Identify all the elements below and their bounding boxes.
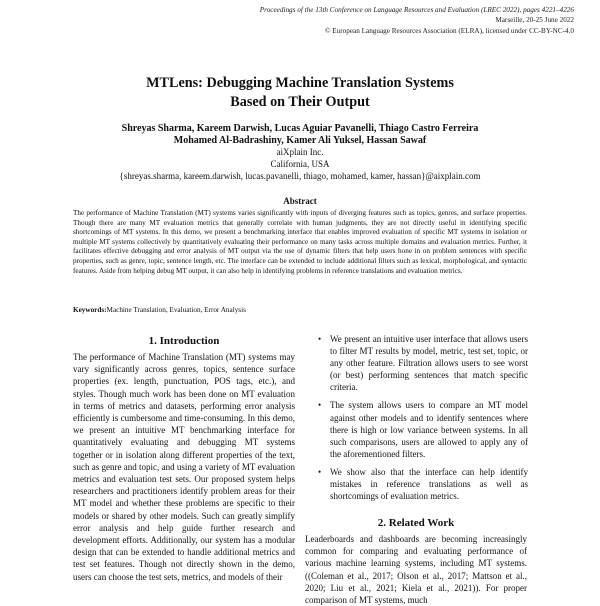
list-item-text: The system allows users to compare an MT model against other models and to identify sentences where there is high or low variance between systems. In all such comparisons, users are allowed to apply any of the aforementioned filters.: [330, 400, 528, 459]
location: California, USA: [270, 159, 330, 169]
list-item-text: We show also that the interface can help identify mistakes in reference translations as well as shortcomings of evaluation metrics.: [330, 466, 528, 502]
authors-line-2: Mohamed Al-Badrashiny, Kamer Ali Yuksel, Hassan Sawaf: [173, 135, 427, 146]
authors-line-1: Shreyas Sharma, Kareem Darwish, Lucas Aguiar Pavanelli, Thiago Castro Ferreira: [121, 123, 479, 134]
author-list: [0, 123, 600, 147]
list-item: [318, 399, 528, 459]
title-line-2: Based on Their Output: [230, 94, 370, 110]
affiliation: [0, 146, 600, 182]
bullet-icon: •: [318, 400, 322, 411]
keywords-line: [73, 306, 527, 316]
list-item: [318, 466, 528, 502]
list-item-text: We present an intuitive user interface that allows users to filter MT results by model, metric, test set, topic, or any other feature. Filtration allows users to see worst (or best) performing sentences that match specific criteria.: [330, 334, 528, 393]
venue-line: Marseille, 20-25 June 2022: [495, 16, 574, 25]
author-emails: {shreyas.sharma, kareem.darwish, lucas.pavanelli, thiago, mohamed, kamer, hassan}@aixplain.com: [119, 171, 481, 181]
keywords-text: Machine Translation, Evaluation, Error Analysis: [106, 306, 246, 314]
organization: aiXplain Inc.: [276, 147, 324, 157]
paper-title: [0, 74, 600, 112]
related-work-body: Leaderboards and dashboards are becoming increasingly common for comparing and evaluating performance of various machine learning systems, including MT systems. ((Coleman et al., 2017; Olson et al., 2017; Mattson et al., 2020; Liu et al., 2021; Kiela et al., 2021)). For proper comparison of MT systems, much: [305, 534, 527, 606]
license-line: © European Language Resources Association (ELRA), licensed under CC-BY-NC-4.0: [325, 26, 574, 35]
title-line-1: MTLens: Debugging Machine Translation Systems: [146, 75, 454, 91]
proceedings-line: Proceedings of the 13th Conference on Language Resources and Evaluation (LREC 2022), pages 4221–4226: [259, 6, 574, 14]
abstract-body: The performance of Machine Translation (MT) systems varies significantly with inputs of diverging features such as topics, genres, and surface properties. Though there are many MT evaluation metrics that generally correlate with human judgments, they are not directly useful in identifying specific shortcomings of MT systems. In this demo, we present a benchmarking interface that enables improved evaluation of specific MT systems in isolation or multiple MT systems collectively by quantitatively evaluating their performance on many tasks across multiple domains and evaluation metrics. Further, it facilitates effective debugging and error analysis of MT output via the use of dynamic filters that help users hone in on problem sentences with specific properties, such as genre, topic, sentence length, etc. The interface can be extended to include additional filters such as lexical, morphological, and syntactic features. Aside from helping debug MT output, it can also help in identifying problems in reference translations and evaluation metrics.: [73, 209, 527, 275]
list-item: [318, 333, 528, 393]
introduction-body: The performance of Machine Translation (MT) systems may vary significantly across genres, topics, sentence surface properties (ex. length, punctuation, POS tags, etc.), and styles. Though much work has been done on MT evaluation in terms of metrics and datasets, performing error analysis efficiently is cumbersome and time-consuming. In this demo, we present an intuitive MT benchmarking interface for quantitatively evaluating and debugging MT systems together or in isolation along different properties of the text, such as genre and topic, and using a variety of MT evaluation metrics and evaluation test sets. Our proposed system helps researchers and practitioners identify problem areas for their MT model and whether these problems are specific to their models or shared by other models. Such can greatly simplify error analysis and help guide further research and development efforts. Additionally, our system has a modular design that can be extended to handle additional metrics and test set features. Though not directly shown in the demo, users can choose the test sets, metrics, and models of their: [73, 352, 295, 582]
bullet-icon: •: [318, 466, 322, 477]
related-work-heading: 2. Related Work: [377, 517, 455, 529]
abstract-heading: Abstract: [283, 196, 317, 206]
proceedings-header: [260, 5, 574, 36]
bullet-icon: •: [318, 334, 322, 344]
introduction-heading: 1. Introduction: [148, 335, 220, 347]
contribution-list: [318, 333, 528, 508]
keywords-label: Keywords:: [73, 306, 107, 314]
